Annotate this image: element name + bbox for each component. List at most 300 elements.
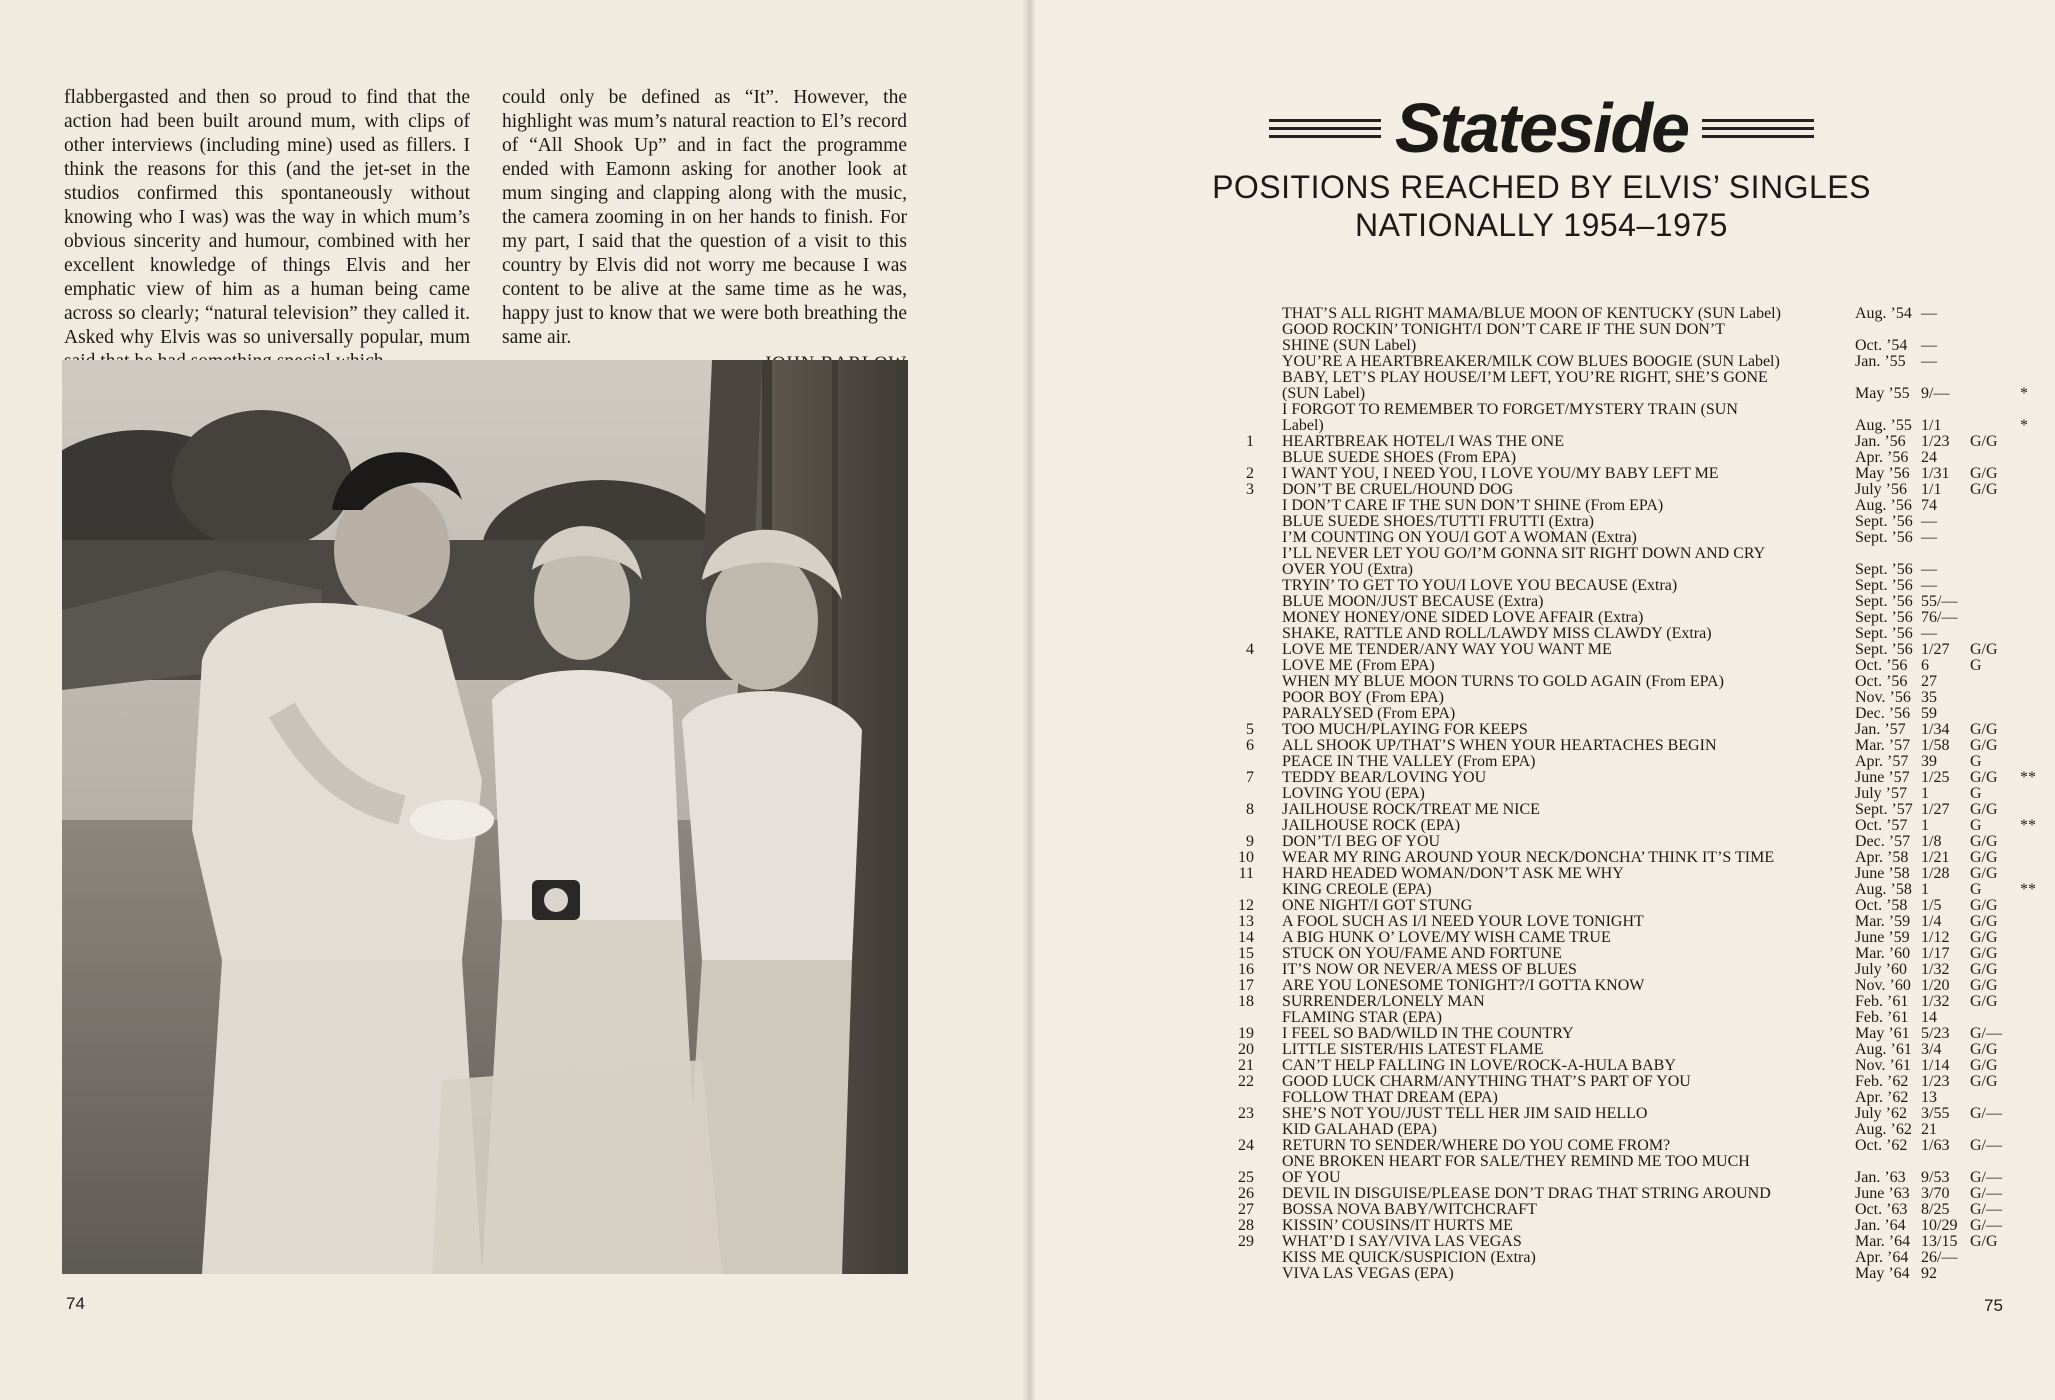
single-title: LOVING YOU (EPA) [1282,785,1425,802]
chart-position: 3/55 [1921,1105,1950,1122]
chart-position: 1/1 [1921,481,1942,498]
page-title: Stateside [1394,89,1689,167]
award-status: G/G [1970,865,1998,882]
single-row [1226,1266,2046,1282]
subtitle-line-2: NATIONALLY 1954–1975 [1355,207,1728,243]
award-status: G/G [1970,993,1998,1010]
release-date: May ’64 [1855,1265,1910,1282]
chart-position: — [1921,529,1937,546]
single-number: 12 [1238,897,1254,914]
article-column-2 [502,86,907,376]
release-date: Sept. ’56 [1855,561,1913,578]
single-title: KID GALAHAD (EPA) [1282,1121,1437,1138]
single-title: A FOOL SUCH AS I/I NEED YOUR LOVE TONIGHT [1282,913,1644,930]
photo-elvis-signing-autograph [62,360,908,1274]
release-date: Feb. ’61 [1855,993,1909,1010]
chart-position: 27 [1921,673,1937,690]
single-title: MONEY HONEY/ONE SIDED LOVE AFFAIR (Extra) [1282,609,1644,626]
chart-position: 8/25 [1921,1201,1950,1218]
single-title: JAILHOUSE ROCK/TREAT ME NICE [1282,801,1540,818]
single-title: TRYIN’ TO GET TO YOU/I LOVE YOU BECAUSE (Extra) [1282,577,1678,594]
release-date: Aug. ’61 [1855,1041,1912,1058]
single-row [1226,450,2046,466]
chart-position: 1/8 [1921,833,1942,850]
single-row [1226,882,2046,898]
chart-position: 55/— [1921,593,1958,610]
single-row [1226,578,2046,594]
release-date: Feb. ’62 [1855,1073,1909,1090]
single-title: SHE’S NOT YOU/JUST TELL HER JIM SAID HELLO [1282,1105,1648,1122]
release-date: May ’61 [1855,1025,1910,1042]
single-number: 27 [1238,1201,1254,1218]
single-title: DON’T BE CRUEL/HOUND DOG [1282,481,1514,498]
release-date: Oct. ’63 [1855,1201,1908,1218]
single-row [1226,1186,2046,1202]
singles-list [1226,306,2046,1282]
chart-position: 1/58 [1921,737,1950,754]
single-title: KISS ME QUICK/SUSPICION (Extra) [1282,1249,1536,1266]
single-row [1226,962,2046,978]
chart-position: 1 [1921,817,1929,834]
release-date: Sept. ’56 [1855,529,1913,546]
single-row [1226,754,2046,770]
footnote-mark: * [2020,385,2028,402]
chart-position: — [1921,337,1937,354]
release-date: Apr. ’56 [1855,449,1909,466]
single-number: 2 [1246,465,1254,482]
chart-position: 1/20 [1921,977,1950,994]
release-date: Oct. ’57 [1855,817,1908,834]
release-date: Oct. ’56 [1855,657,1908,674]
single-row [1226,834,2046,850]
single-title: A BIG HUNK O’ LOVE/MY WISH CAME TRUE [1282,929,1611,946]
single-row [1226,1090,2046,1106]
award-status: G/G [1970,801,1998,818]
single-title: HARD HEADED WOMAN/DON’T ASK ME WHY [1282,865,1624,882]
footnote-mark: ** [2020,881,2036,898]
single-number: 23 [1238,1105,1254,1122]
single-number: 14 [1238,929,1254,946]
chart-position: — [1921,305,1937,322]
single-row [1226,306,2046,322]
single-title: POOR BOY (From EPA) [1282,689,1444,706]
award-status: G [1970,785,1982,802]
award-status: G/G [1970,737,1998,754]
single-row [1226,866,2046,882]
award-status: G/G [1970,721,1998,738]
article-text-2: could only be defined as “It”. However, the highlight was mum’s natural reaction to El’s record of “All Shook Up” and in fact the programme ended with Eamonn asking for another look at mum singing and clapping along with the music, the camera zooming in on her hands to finish. For my part, I said that the question of a visit to this country by Elvis did not worry me because I was content to be alive at the same time as he was, happy just to know that we were both breathing the same air. [502,87,907,348]
single-title: VIVA LAS VEGAS (EPA) [1282,1265,1454,1282]
release-date: June ’57 [1855,769,1910,786]
single-title: I’LL NEVER LET YOU GO/I’M GONNA SIT RIGHT DOWN AND CRY OVER YOU (Extra) [1282,545,1766,578]
single-number: 13 [1238,913,1254,930]
award-status: G/G [1970,433,1998,450]
single-row [1226,498,2046,514]
chart-position: 1 [1921,881,1929,898]
release-date: July ’57 [1855,785,1907,802]
release-date: Jan. ’57 [1855,721,1906,738]
award-status: G/— [1970,1025,2002,1042]
single-title: BABY, LET’S PLAY HOUSE/I’M LEFT, YOU’RE RIGHT, SHE’S GONE (SUN Label) [1282,369,1768,402]
chart-position: 9/— [1921,385,1950,402]
footnote-mark: ** [2020,769,2036,786]
single-row [1226,722,2046,738]
single-title: ALL SHOOK UP/THAT’S WHEN YOUR HEARTACHES BEGIN [1282,737,1717,754]
single-title: FLAMING STAR (EPA) [1282,1009,1442,1026]
award-status: G/— [1970,1217,2002,1234]
page-number-right: 75 [1984,1296,2003,1315]
book-gutter [1022,0,1036,1400]
single-title: BLUE SUEDE SHOES (From EPA) [1282,449,1517,466]
chart-position: — [1921,561,1937,578]
single-row [1226,914,2046,930]
release-date: Feb. ’61 [1855,1009,1909,1026]
subtitle-line-1: POSITIONS REACHED BY ELVIS’ SINGLES [1212,169,1871,205]
single-number: 10 [1238,849,1254,866]
single-number: 9 [1246,833,1254,850]
chart-position: 3/4 [1921,1041,1942,1058]
release-date: Sept. ’56 [1855,609,1913,626]
title-rule-left [1269,119,1381,138]
single-number: 5 [1246,721,1254,738]
single-row [1226,1218,2046,1234]
single-row [1226,594,2046,610]
single-number: 18 [1238,993,1254,1010]
release-date: June ’58 [1855,865,1910,882]
chart-position: — [1921,577,1937,594]
single-row [1226,1154,2046,1186]
release-date: Apr. ’58 [1855,849,1909,866]
award-status: G [1970,753,1982,770]
single-title: TEDDY BEAR/LOVING YOU [1282,769,1487,786]
single-row [1226,1138,2046,1154]
single-row [1226,946,2046,962]
chart-position: 76/— [1921,609,1958,626]
single-row [1226,642,2046,658]
chart-position: 13 [1921,1089,1937,1106]
chart-position: 1/12 [1921,929,1950,946]
release-date: Oct. ’54 [1855,337,1908,354]
single-row [1226,466,2046,482]
title-row [1028,88,2055,168]
single-title: KISSIN’ COUSINS/IT HURTS ME [1282,1217,1513,1234]
single-title: BOSSA NOVA BABY/WITCHCRAFT [1282,1201,1537,1218]
single-row [1226,770,2046,786]
single-title: STUCK ON YOU/FAME AND FORTUNE [1282,945,1562,962]
chart-position: 39 [1921,753,1937,770]
single-title: ONE BROKEN HEART FOR SALE/THEY REMIND ME TOO MUCH OF YOU [1282,1153,1750,1186]
award-status: G/G [1970,929,1998,946]
single-title: SHAKE, RATTLE AND ROLL/LAWDY MISS CLAWDY (Extra) [1282,625,1712,642]
release-date: Nov. ’61 [1855,1057,1911,1074]
release-date: Aug. ’62 [1855,1121,1912,1138]
right-page [1028,0,2055,1400]
release-date: Jan. ’63 [1855,1169,1906,1186]
single-row [1226,786,2046,802]
award-status: G [1970,657,1982,674]
footnote-mark: * [2020,417,2028,434]
single-title: RETURN TO SENDER/WHERE DO YOU COME FROM? [1282,1137,1671,1154]
single-title: LOVE ME (From EPA) [1282,657,1435,674]
chart-position: — [1921,353,1937,370]
release-date: June ’63 [1855,1185,1910,1202]
release-date: May ’55 [1855,385,1910,402]
single-row [1226,802,2046,818]
single-row [1226,1010,2046,1026]
chart-position: 35 [1921,689,1937,706]
chart-position: 1/17 [1921,945,1950,962]
award-status: G/G [1970,977,1998,994]
single-title: SURRENDER/LONELY MAN [1282,993,1485,1010]
single-title: CAN’T HELP FALLING IN LOVE/ROCK-A-HULA BABY [1282,1057,1676,1074]
single-number: 21 [1238,1057,1254,1074]
chart-position: 1/63 [1921,1137,1950,1154]
single-title: PEACE IN THE VALLEY (From EPA) [1282,753,1536,770]
release-date: Aug. ’54 [1855,305,1912,322]
single-title: TOO MUCH/PLAYING FOR KEEPS [1282,721,1528,738]
release-date: Dec. ’57 [1855,833,1911,850]
single-title: WHAT’D I SAY/VIVA LAS VEGAS [1282,1233,1522,1250]
single-row [1226,1122,2046,1138]
single-row [1226,994,2046,1010]
chart-position: 6 [1921,657,1929,674]
single-row [1226,1058,2046,1074]
single-row [1226,706,2046,722]
single-row [1226,690,2046,706]
release-date: July ’60 [1855,961,1907,978]
award-status: G/G [1970,1073,1998,1090]
award-status: G/G [1970,1041,1998,1058]
release-date: Sept. ’56 [1855,641,1913,658]
chart-position: 1/32 [1921,961,1950,978]
release-date: Aug. ’56 [1855,497,1912,514]
single-title: PARALYSED (From EPA) [1282,705,1456,722]
single-row [1226,1042,2046,1058]
single-row [1226,402,2046,434]
release-date: Oct. ’62 [1855,1137,1908,1154]
chart-position: 92 [1921,1265,1937,1282]
single-row [1226,610,2046,626]
single-number: 22 [1238,1073,1254,1090]
release-date: Sept. ’56 [1855,593,1913,610]
award-status: G/— [1970,1169,2002,1186]
single-row [1226,930,2046,946]
single-row [1226,626,2046,642]
release-date: July ’62 [1855,1105,1907,1122]
single-title: DEVIL IN DISGUISE/PLEASE DON’T DRAG THAT STRING AROUND [1282,1185,1771,1202]
photo-illustration [62,360,908,1274]
single-row [1226,818,2046,834]
single-number: 3 [1246,481,1254,498]
single-title: I FORGOT TO REMEMBER TO FORGET/MYSTERY TRAIN (SUN Label) [1282,401,1738,434]
single-row [1226,738,2046,754]
release-date: Apr. ’64 [1855,1249,1909,1266]
award-status: G/G [1970,849,1998,866]
single-title: ONE NIGHT/I GOT STUNG [1282,897,1473,914]
award-status: G/— [1970,1201,2002,1218]
single-number: 1 [1246,433,1254,450]
page-number-left: 74 [66,1294,85,1313]
single-title: GOOD LUCK CHARM/ANYTHING THAT’S PART OF YOU [1282,1073,1691,1090]
single-number: 19 [1238,1025,1254,1042]
single-row [1226,674,2046,690]
award-status: G/G [1970,945,1998,962]
release-date: Mar. ’57 [1855,737,1911,754]
award-status: G/G [1970,897,1998,914]
release-date: Oct. ’56 [1855,673,1908,690]
chart-position: 24 [1921,449,1937,466]
single-number: 11 [1238,865,1254,882]
chart-position: 3/70 [1921,1185,1950,1202]
chart-position: 74 [1921,497,1937,514]
single-row [1226,898,2046,914]
article-column-1 [64,86,470,374]
footnote-mark: ** [2020,817,2036,834]
release-date: Sept. ’56 [1855,513,1913,530]
release-date: Mar. ’60 [1855,945,1911,962]
single-title: KING CREOLE (EPA) [1282,881,1432,898]
release-date: Jan. ’64 [1855,1217,1906,1234]
chart-position: 1/4 [1921,913,1942,930]
chart-position: 1/28 [1921,865,1950,882]
single-row [1226,658,2046,674]
chart-position: 1/21 [1921,849,1950,866]
single-title: I DON’T CARE IF THE SUN DON’T SHINE (From EPA) [1282,497,1664,514]
release-date: Nov. ’56 [1855,689,1911,706]
chart-position: 14 [1921,1009,1937,1026]
award-status: G/G [1970,769,1998,786]
release-date: Aug. ’58 [1855,881,1912,898]
single-row [1226,322,2046,354]
single-number: 28 [1238,1217,1254,1234]
single-number: 17 [1238,977,1254,994]
release-date: Apr. ’62 [1855,1089,1909,1106]
article-text-1: flabbergasted and then so proud to find that the action had been built around mum, with clips of other interviews (including mine) used as fillers. I think the reasons for this (and the jet-set in the studios confirmed this spontaneously without knowing who I was) was the way in which mum’s obvious sincerity and humour, combined with her excellent knowledge of things Elvis and her emphatic view of him as a human being came across so clearly; “natural television” they called it. Asked why Elvis was so universally popular, mum [64,87,470,348]
single-title: DON’T/I BEG OF YOU [1282,833,1441,850]
chart-position: 26/— [1921,1249,1958,1266]
release-date: Mar. ’64 [1855,1233,1911,1250]
single-number: 16 [1238,961,1254,978]
release-date: Nov. ’60 [1855,977,1911,994]
award-status: G/G [1970,465,1998,482]
chart-position: 1 [1921,785,1929,802]
single-row [1226,1026,2046,1042]
release-date: Jan. ’56 [1855,433,1906,450]
chart-position: 10/29 [1921,1217,1958,1234]
single-number: 8 [1246,801,1254,818]
single-row [1226,546,2046,578]
award-status: G/G [1970,913,1998,930]
release-date: June ’59 [1855,929,1910,946]
award-status: G/— [1970,1105,2002,1122]
chart-position: 1/23 [1921,433,1950,450]
single-title: YOU’RE A HEARTBREAKER/MILK COW BLUES BOOGIE (SUN Label) [1282,353,1780,370]
single-row [1226,482,2046,498]
single-row [1226,850,2046,866]
single-row [1226,434,2046,450]
chart-position: 1/25 [1921,769,1950,786]
award-status: G/G [1970,641,1998,658]
award-status: G/— [1970,1185,2002,1202]
release-date: Sept. ’56 [1855,625,1913,642]
single-row [1226,1250,2046,1266]
chart-position: 21 [1921,1121,1937,1138]
chart-position: — [1921,625,1937,642]
single-number: 24 [1238,1137,1254,1154]
single-number: 29 [1238,1233,1254,1250]
release-date: July ’56 [1855,481,1907,498]
single-number: 25 [1238,1169,1254,1186]
title-rule-right [1702,119,1814,138]
chart-position: 9/53 [1921,1169,1950,1186]
award-status: G [1970,881,1982,898]
single-title: I WANT YOU, I NEED YOU, I LOVE YOU/MY BABY LEFT ME [1282,465,1719,482]
chart-position: 1/32 [1921,993,1950,1010]
chart-position: 1/31 [1921,465,1950,482]
award-status: G/G [1970,481,1998,498]
release-date: Oct. ’58 [1855,897,1908,914]
single-number: 26 [1238,1185,1254,1202]
chart-position: — [1921,513,1937,530]
chart-position: 5/23 [1921,1025,1950,1042]
award-status: G/G [1970,1057,1998,1074]
release-date: Dec. ’56 [1855,705,1911,722]
single-number: 7 [1246,769,1254,786]
award-status: G/G [1970,833,1998,850]
chart-position: 13/15 [1921,1233,1958,1250]
release-date: Mar. ’59 [1855,913,1911,930]
single-title: WHEN MY BLUE MOON TURNS TO GOLD AGAIN (From EPA) [1282,673,1724,690]
single-row [1226,354,2046,370]
award-status: G/G [1970,1233,1998,1250]
single-title: WEAR MY RING AROUND YOUR NECK/DONCHA’ THINK IT’S TIME [1282,849,1775,866]
single-row [1226,1202,2046,1218]
single-title: FOLLOW THAT DREAM (EPA) [1282,1089,1498,1106]
chart-position: 1/14 [1921,1057,1950,1074]
single-title: THAT’S ALL RIGHT MAMA/BLUE MOON OF KENTUCKY (SUN Label) [1282,305,1781,322]
single-title: IT’S NOW OR NEVER/A MESS OF BLUES [1282,961,1577,978]
single-row [1226,530,2046,546]
award-status: G/G [1970,961,1998,978]
chart-position: 1/27 [1921,641,1950,658]
single-title: I’M COUNTING ON YOU/I GOT A WOMAN (Extra) [1282,529,1637,546]
chart-position: 1/5 [1921,897,1942,914]
single-number: 15 [1238,945,1254,962]
single-title: I FEEL SO BAD/WILD IN THE COUNTRY [1282,1025,1574,1042]
single-row [1226,1074,2046,1090]
single-title: LOVE ME TENDER/ANY WAY YOU WANT ME [1282,641,1612,658]
release-date: May ’56 [1855,465,1910,482]
single-title: LITTLE SISTER/HIS LATEST FLAME [1282,1041,1544,1058]
single-row [1226,978,2046,994]
single-row [1226,1106,2046,1122]
chart-position: 1/34 [1921,721,1950,738]
single-title: HEARTBREAK HOTEL/I WAS THE ONE [1282,433,1564,450]
single-title: BLUE MOON/JUST BECAUSE (Extra) [1282,593,1544,610]
single-row [1226,370,2046,402]
chart-header [1028,88,2055,244]
single-title: GOOD ROCKIN’ TONIGHT/I DON’T CARE IF THE SUN DON’T SHINE (SUN Label) [1282,321,1725,354]
single-title: BLUE SUEDE SHOES/TUTTI FRUTTI (Extra) [1282,513,1594,530]
single-number: 4 [1246,641,1254,658]
single-title: ARE YOU LONESOME TONIGHT?/I GOTTA KNOW [1282,977,1645,994]
award-status: G/— [1970,1137,2002,1154]
release-date: Apr. ’57 [1855,753,1909,770]
single-title: JAILHOUSE ROCK (EPA) [1282,817,1461,834]
single-row [1226,514,2046,530]
single-number: 6 [1246,737,1254,754]
single-number: 20 [1238,1041,1254,1058]
